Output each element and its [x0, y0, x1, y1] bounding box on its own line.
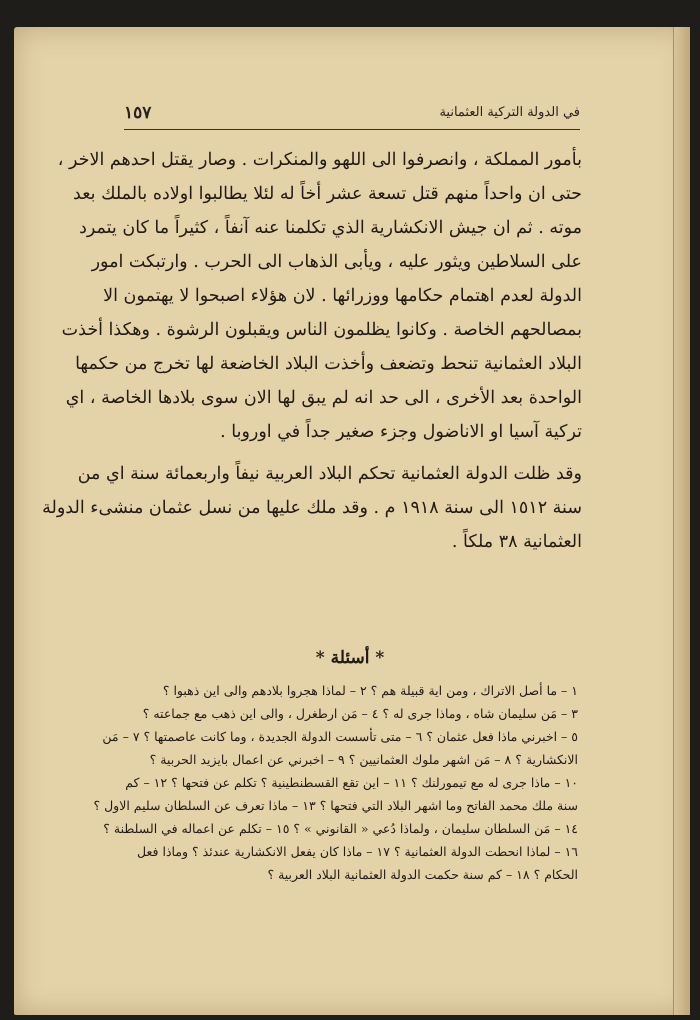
text-line: الواحدة بعد الأخرى ، الى حد انه لم يبق لها الان سوى بلادها الخاصة ، اي — [65, 388, 582, 408]
question-line: ١٤ – مَن السلطان سليمان ، ولماذا دُعي « القانوني » ؟ ١٥ – تكلم عن اعماله في السلطنة ؟ — [103, 821, 578, 836]
text-line: على السلاطين ويثور عليه ، ويأبى الذهاب الى الحرب . وارتبكت امور — [91, 252, 582, 272]
running-title: في الدولة التركية العثمانية — [439, 105, 580, 120]
text-line: تركية آسيا او الاناضول وجزء صغير جداً في اوروبا . — [220, 422, 582, 442]
question-line: ١٦ – لماذا انحطت الدولة العثمانية ؟ ١٧ – ماذا كان يفعل الانكشارية عندئذ ؟ وماذا فعل — [137, 844, 578, 859]
text-line: البلاد العثمانية تنحط وتضعف وأخذت البلاد الخاضعة لها تخرج من حكمها — [75, 354, 582, 374]
questions-heading: * أسئلة * — [315, 648, 385, 668]
page-edge — [673, 27, 690, 1015]
body-text — [42, 143, 582, 559]
questions-list — [93, 679, 578, 886]
page-header — [124, 103, 580, 130]
text-line: بمصالحهم الخاصة . وكانوا يظلمون الناس ويقبلون الرشوة . وهكذا أخذت — [61, 320, 582, 340]
page-number: ١٥٧ — [124, 103, 152, 123]
question-line: ١ – ما أصل الاتراك ، ومن اية قبيلة هم ؟ ٢ – لماذا هجروا بلادهم والى اين ذهبوا ؟ — [162, 683, 578, 698]
question-line: الحكام ؟ ١٨ – كم سنة حكمت الدولة العثمانية البلاد العربية ؟ — [267, 867, 578, 882]
question-line: ١٠ – ماذا جرى له مع تيمورلنك ؟ ١١ – اين تقع القسطنطينية ؟ تكلم عن فتحها ؟ ١٢ – كم — [125, 775, 578, 790]
text-line: العثمانية ٣٨ ملكاً . — [451, 532, 582, 552]
text-line: وقد ظلت الدولة العثمانية تحكم البلاد العربية نيفاً واربعمائة سنة اي من — [77, 464, 582, 484]
question-line: ٥ – اخبرني ماذا فعل عثمان ؟ ٦ – متى تأسست الدولة الجديدة ، وما كانت عاصمتها ؟ ٧ – مَن — [102, 729, 578, 744]
text-line: الدولة لعدم اهتمام حكامها ووزرائها . لان هؤلاء اصبحوا لا يهتمون الا — [103, 286, 582, 306]
text-line: موته . ثم ان جيش الانكشارية الذي تكلمنا عنه آنفاً ، كثيراً ما كان يتمرد — [79, 218, 582, 238]
question-line: سنة ملك محمد الفاتح وما اشهر البلاد التي فتحها ؟ ١٣ – ماذا تعرف عن السلطان سليم الاول ؟ — [93, 798, 578, 813]
question-line: الانكشارية ؟ ٨ – مَن اشهر ملوك العثمانيين ؟ ٩ – اخبرني عن اعمال بايزيد الحربية ؟ — [149, 752, 578, 767]
text-line: سنة ١٥١٢ الى سنة ١٩١٨ م . وقد ملك عليها من نسل عثمان منشىء الدولة — [42, 498, 582, 518]
question-line: ٣ – مَن سليمان شاه ، وماذا جرى له ؟ ٤ – مَن ارطغرل ، والى اين ذهب مع جماعته ؟ — [142, 706, 578, 721]
text-line: حتى ان واحداً منهم قتل تسعة عشر أخاً له لئلا يطالبوا اولاده بالملك بعد — [73, 184, 582, 204]
book-page — [14, 27, 690, 1015]
text-line: بأمور المملكة ، وانصرفوا الى اللهو والمنكرات . وصار يقتل احدهم الاخر ، — [57, 150, 582, 170]
